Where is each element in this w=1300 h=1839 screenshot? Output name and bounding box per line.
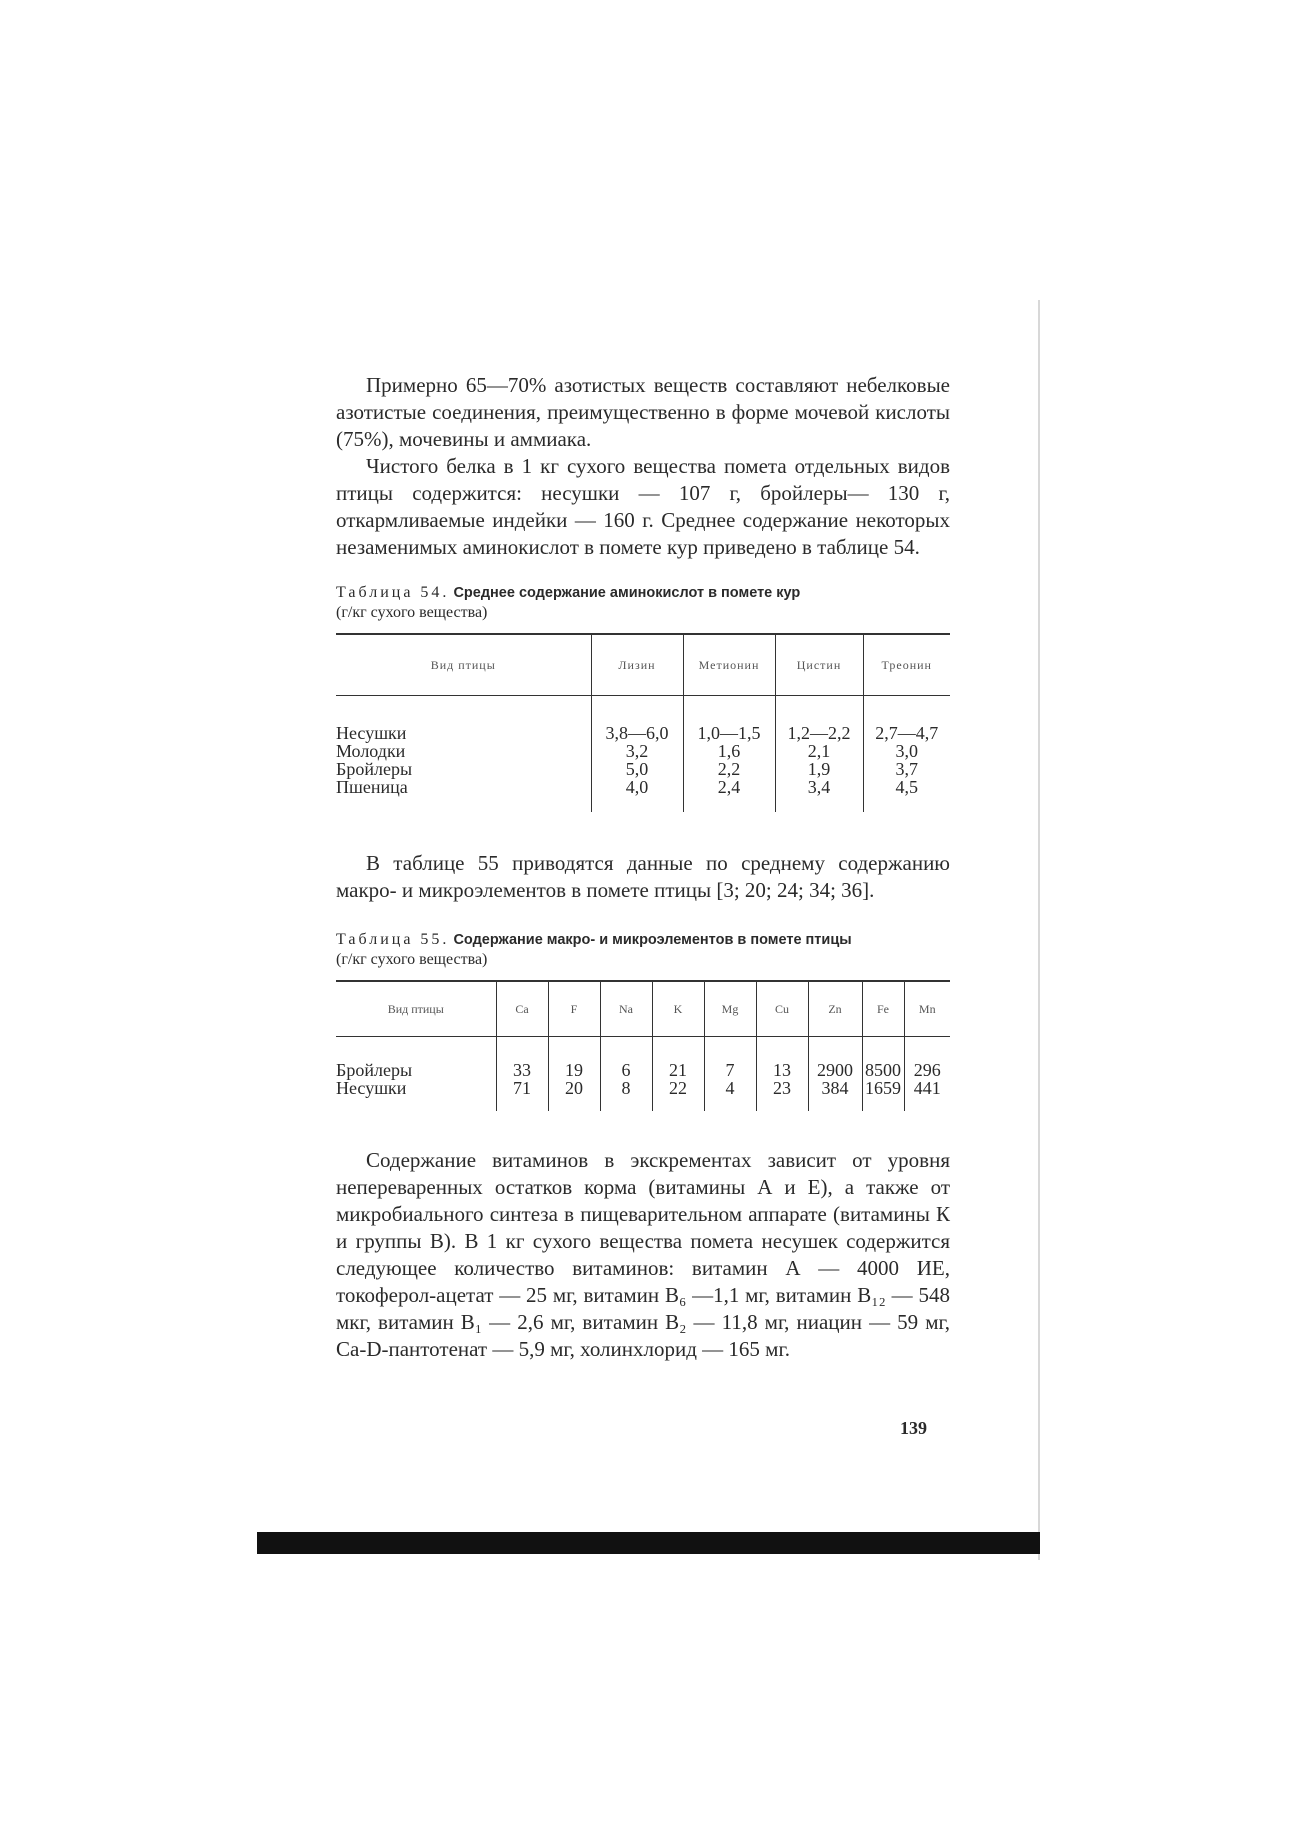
table-cell: 2,7—4,7	[863, 724, 950, 742]
table-row	[336, 1061, 950, 1079]
table-cell: 8500	[862, 1061, 904, 1079]
table-row	[336, 760, 950, 778]
table-54-subtitle: (г/кг сухого вещества)	[336, 604, 488, 621]
table-cell: Бройлеры	[336, 759, 413, 779]
paragraph-1: Примерно 65—70% азотистых веществ составляют небелковые азотистые соединения, преимущественно в форме мочевой кислоты (75%), мочевины и аммиака.	[336, 373, 950, 451]
table-row	[336, 742, 950, 760]
table-row	[336, 1079, 950, 1097]
page-number: 139	[900, 1418, 927, 1438]
table-cell: 1659	[862, 1079, 904, 1097]
table-cell: 71	[496, 1079, 548, 1097]
table-55-header-row	[336, 981, 950, 1037]
table-cell: 23	[756, 1079, 808, 1097]
table-cell: 13	[756, 1061, 808, 1079]
table-cell: Молодки	[336, 741, 406, 761]
table-cell: 441	[904, 1079, 950, 1097]
table-55-header: Na	[600, 981, 652, 1037]
table-cell: 296	[904, 1061, 950, 1079]
table-cell: 3,4	[775, 778, 863, 796]
table-cell: 2,1	[775, 742, 863, 760]
table-cell: 22	[652, 1079, 704, 1097]
table-55-title: Содержание макро- и микроэлементов в помете птицы	[453, 932, 852, 948]
table-55-header: Cu	[756, 981, 808, 1037]
table-54-label: Таблица 54.	[336, 584, 450, 601]
table-cell: 4	[704, 1079, 756, 1097]
table-55-subtitle: (г/кг сухого вещества)	[336, 951, 488, 968]
table-cell: 5,0	[591, 760, 683, 778]
table-cell: 1,0—1,5	[683, 724, 775, 742]
table-cell: 20	[548, 1079, 600, 1097]
table-cell: 3,8—6,0	[591, 724, 683, 742]
table-cell: Бройлеры	[336, 1060, 413, 1080]
paragraph-3: В таблице 55 приводятся данные по среднему содержанию макро- и микроэлементов в помете птицы [3; 20; 24; 34; 36].	[336, 851, 950, 902]
table-cell: 1,9	[775, 760, 863, 778]
table-54-header: Лизин	[591, 634, 683, 696]
table-cell: 19	[548, 1061, 600, 1079]
table-54-header: Вид птицы	[336, 634, 591, 696]
table-55-header: Ca	[496, 981, 548, 1037]
table-55	[336, 980, 950, 1111]
table-54-header: Треонин	[863, 634, 950, 696]
page-content	[336, 372, 950, 1363]
table-55-header: Вид птицы	[336, 981, 496, 1037]
table-cell: 33	[496, 1061, 548, 1079]
table-cell: Несушки	[336, 1078, 407, 1098]
table-55-header: Fe	[862, 981, 904, 1037]
table-cell: 3,0	[863, 742, 950, 760]
table-cell: Несушки	[336, 723, 407, 743]
table-cell: 4,0	[591, 778, 683, 796]
paragraph-2: Чистого белка в 1 кг сухого вещества помета отдельных видов птицы содержится: несушки — 107 г, бройлеры— 130 г, откармливаемые индейки — 160 г. Среднее содержание некоторых незаменимых аминокислот в помете кур приведено в таблице 54.	[336, 454, 950, 559]
paragraph-4: Содержание витаминов в экскрементах зависит от уровня непереваренных остатков корма (витамины А и Е), а также от микробиального синтеза в пищеварительном аппарате (витамины К и группы В). В 1 кг сухого вещества помета несушек содержится следующее количество витаминов: витамин А — 4000 ИЕ, токоферол-ацетат — 25 мг, витамин B₆ —1,1 мг, витамин B₁₂ — 548 мкг, витамин B₁ — 2,6 мг, витамин B₂ — 11,8 мг, ниацин — 59 мг, Ca-D-пантотенат — 5,9 мг, холинхлорид — 165 мг.	[336, 1148, 950, 1361]
table-cell: 8	[600, 1079, 652, 1097]
table-54-header: Метионин	[683, 634, 775, 696]
table-cell: 3,2	[591, 742, 683, 760]
table-cell: 4,5	[863, 778, 950, 796]
table-cell: 2900	[808, 1061, 862, 1079]
table-cell: 7	[704, 1061, 756, 1079]
table-cell: Пшеница	[336, 777, 408, 797]
table-row	[336, 724, 950, 742]
table-row	[336, 778, 950, 796]
table-cell: 2,4	[683, 778, 775, 796]
table-55-header: K	[652, 981, 704, 1037]
table-cell: 1,6	[683, 742, 775, 760]
table-55-header: Mg	[704, 981, 756, 1037]
table-cell: 384	[808, 1079, 862, 1097]
bottom-scan-bar	[257, 1532, 1040, 1554]
table-55-header: Zn	[808, 981, 862, 1037]
table-54-header: Цистин	[775, 634, 863, 696]
table-54	[336, 633, 950, 812]
table-54-title: Среднее содержание аминокислот в помете кур	[453, 585, 801, 601]
table-cell: 2,2	[683, 760, 775, 778]
table-55-label: Таблица 55.	[336, 931, 450, 948]
table-54-caption	[336, 583, 950, 623]
table-55-header: Mn	[904, 981, 950, 1037]
table-cell: 6	[600, 1061, 652, 1079]
table-54-header-row	[336, 634, 950, 696]
table-cell: 3,7	[863, 760, 950, 778]
table-55-caption	[336, 930, 950, 970]
table-cell: 21	[652, 1061, 704, 1079]
page-edge-line	[1038, 300, 1040, 1560]
table-cell: 1,2—2,2	[775, 724, 863, 742]
table-55-header: F	[548, 981, 600, 1037]
